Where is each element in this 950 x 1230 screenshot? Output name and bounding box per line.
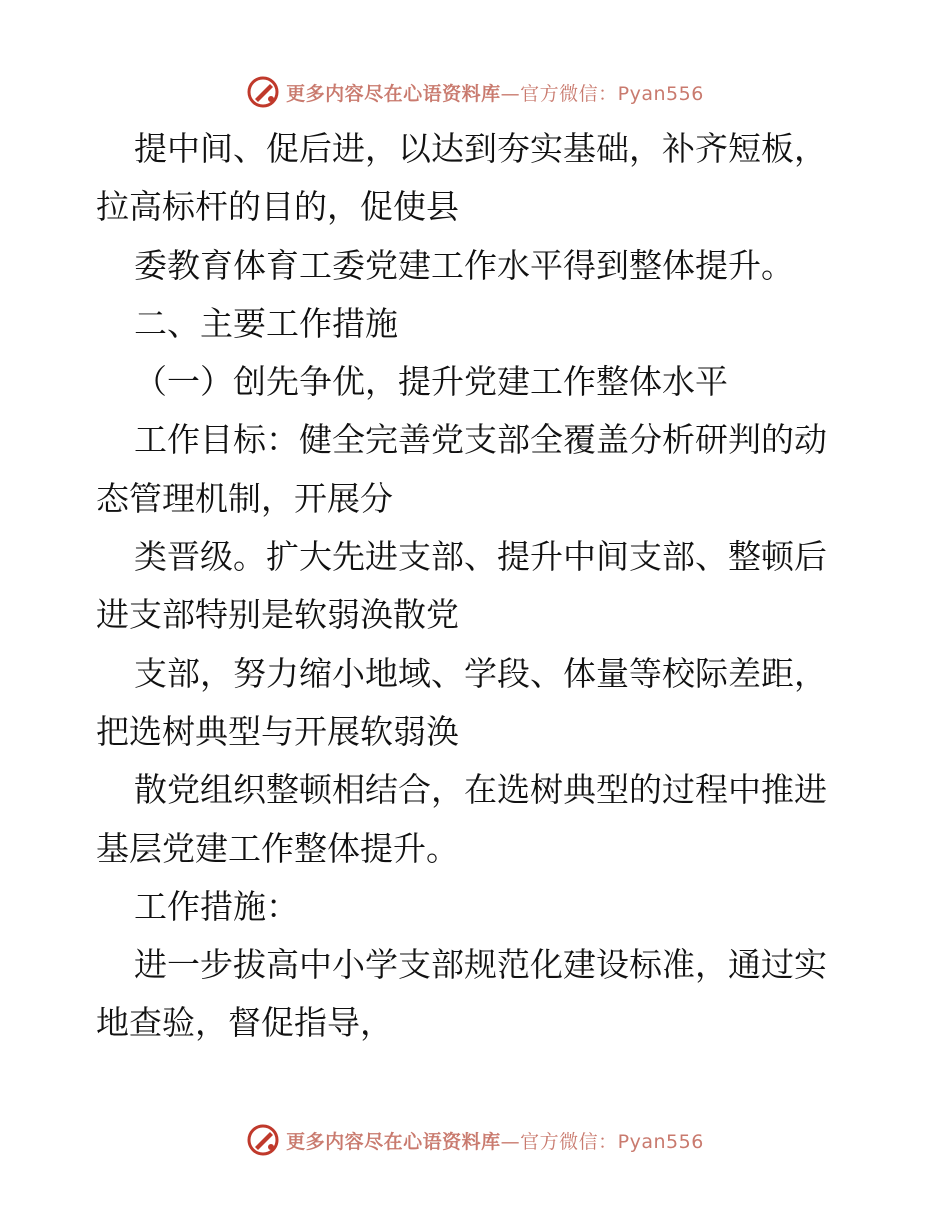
watermark-text: 更多内容尽在心语资料库—官方微信：Pyan556: [286, 1130, 704, 1153]
paragraph-line: 类晋级。扩大先进支部、提升中间支部、整顿后: [134, 537, 827, 577]
paragraph-line: 进支部特别是软弱涣散党: [96, 595, 459, 635]
document-body: [96, 120, 856, 1053]
paragraph-line: 提中间、促后进，以达到夯实基础，补齐短板，: [134, 129, 827, 168]
pen-logo-icon: [246, 75, 280, 109]
paragraph-line: 委教育体育工委党建工作水平得到整体提升。: [134, 245, 794, 285]
paragraph-line: 工作目标：健全完善党支部全覆盖分析研判的动: [134, 420, 827, 460]
pen-logo-icon: [246, 1123, 280, 1157]
subsection-heading: （一）创先争优，提升党建工作整体水平: [134, 362, 728, 402]
paragraph-line: 把选树典型与开展软弱涣: [96, 711, 459, 751]
paragraph-line: 工作措施：: [134, 886, 299, 926]
paragraph-line: 支部，努力缩小地域、学段、体量等校际差距，: [134, 653, 827, 693]
footer-watermark: [0, 1120, 950, 1160]
paragraph-line: 拉高标杆的目的，促使县: [96, 187, 459, 227]
paragraph-line: 基层党建工作整体提升。: [96, 828, 459, 868]
paragraph-line: 散党组织整顿相结合，在选树典型的过程中推进: [134, 770, 827, 810]
paragraph-line: 地查验，督促指导，: [96, 1003, 393, 1043]
paragraph-line: 态管理机制，开展分: [96, 478, 393, 518]
header-watermark: [0, 72, 950, 112]
watermark-text: 更多内容尽在心语资料库—官方微信：Pyan556: [286, 82, 704, 105]
paragraph-line: 进一步拔高中小学支部规范化建设标准，通过实: [134, 945, 827, 985]
section-heading: 二、主要工作措施: [134, 303, 398, 343]
